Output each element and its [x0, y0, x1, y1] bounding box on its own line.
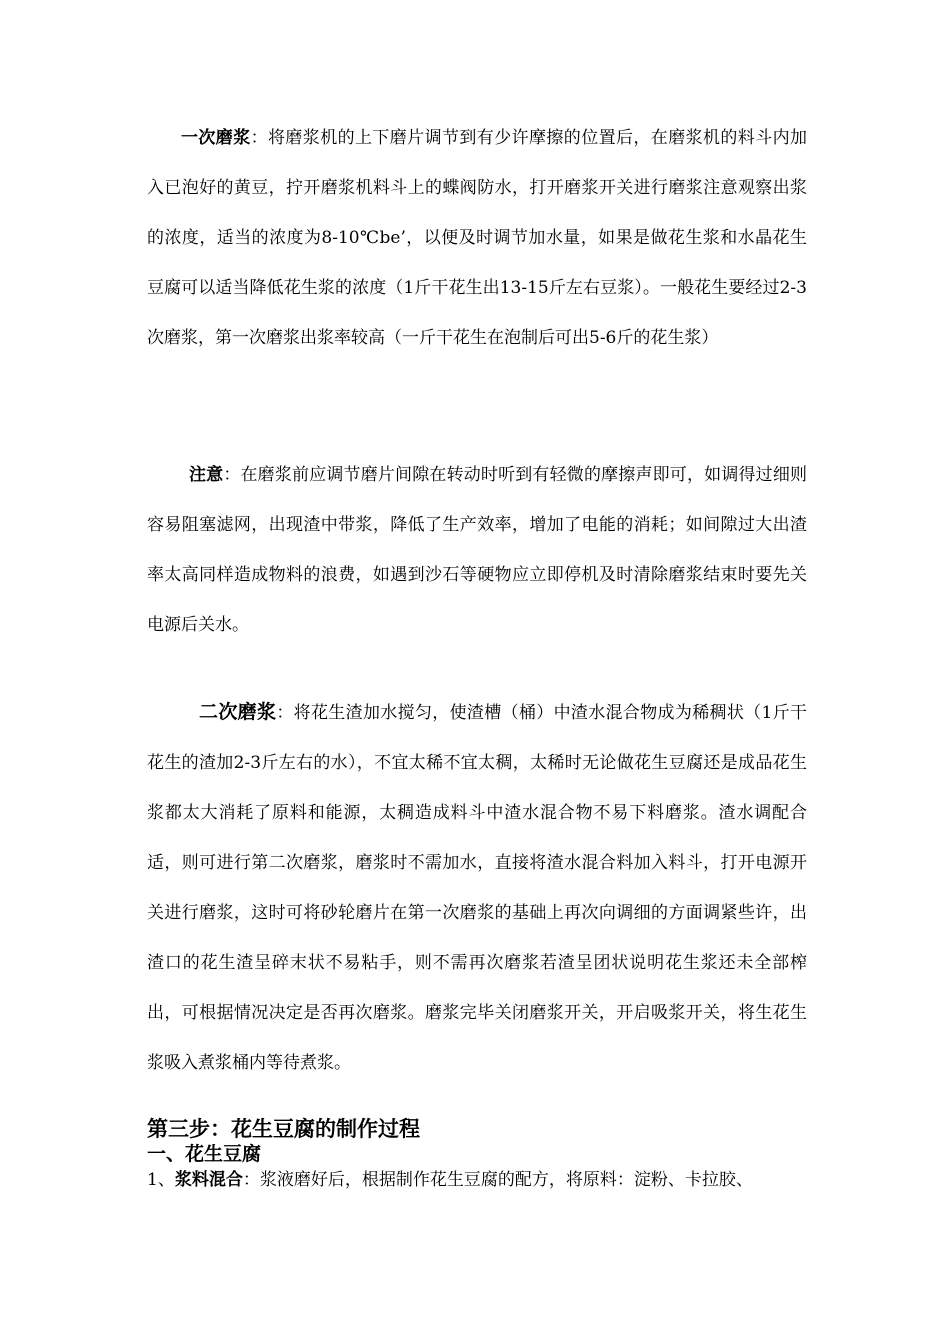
step-three-heading: 第三步：花生豆腐的制作过程 [147, 1117, 420, 1141]
first-grinding-label: 一次磨浆 [181, 128, 251, 148]
note-text: ：在磨浆前应调节磨片间隙在转动时听到有轻微的摩擦声即可，如调得过细则容易阻塞滤网，出现渣中带浆，降低了生产效率，增加了电能的消耗；如间隙过大出渣率太高同样造成物料的浪费，如遇到沙石等硬物应立即停机及时清除磨浆结束时要先关电源后关水。 [147, 465, 807, 635]
paragraph-first-grinding [147, 113, 807, 363]
second-grinding-text: ：将花生渣加水搅匀，使渣槽（桶）中渣水混合物成为稀稠状（1斤干花生的渣加2-3斤左右的水），不宜太稀不宜太稠，太稀时无论做花生豆腐还是成品花生浆都太大消耗了原料和能源，太稠造成料斗中渣水混合物不易下料磨浆。渣水调配合适，则可进行第二次磨浆，磨浆时不需加水，直接将渣水混合料加入料斗，打开电源开关进行磨浆，这时可将砂轮磨片在第一次磨浆的基础上再次向调细的方面调紧些许，出渣口的花生渣呈碎末状不易粘手，则不需再次磨浆若渣呈团状说明花生浆还未全部榨出，可根据情况决定是否再次磨浆。磨浆完毕关闭磨浆开关，开启吸浆开关，将生花生浆吸入煮浆桶内等待煮浆。 [147, 703, 807, 1073]
note-label: 注意 [189, 465, 224, 485]
slurry-mixing-label: 浆料混合 [174, 1170, 243, 1190]
paragraph-second-grinding [147, 687, 807, 1088]
paragraph-slurry-mixing [147, 1165, 817, 1195]
slurry-mixing-text: ：浆液磨好后，根据制作花生豆腐的配方，将原料：淀粉、卡拉胶、 [242, 1170, 753, 1190]
peanut-tofu-subheading: 一、花生豆腐 [147, 1143, 262, 1165]
second-grinding-label: 二次磨浆 [199, 701, 277, 723]
first-grinding-text: ：将磨浆机的上下磨片调节到有少许摩擦的位置后，在磨浆机的料斗内加入已泡好的黄豆，拧开磨浆机料斗上的蝶阀防水，打开磨浆开关进行磨浆注意观察出浆的浓度，适当的浓度为8-10℃be’，以便及时调节加水量，如果是做花生浆和水晶花生豆腐可以适当降低花生浆的浓度（1斤干花生出13-15斤左右豆浆）。一般花生要经过2-3次磨浆，第一次磨浆出浆率较高（一斤干花生在泡制后可出5-6斤的花生浆） [147, 128, 808, 348]
item-number: 1、 [147, 1170, 175, 1190]
paragraph-note [147, 450, 807, 650]
